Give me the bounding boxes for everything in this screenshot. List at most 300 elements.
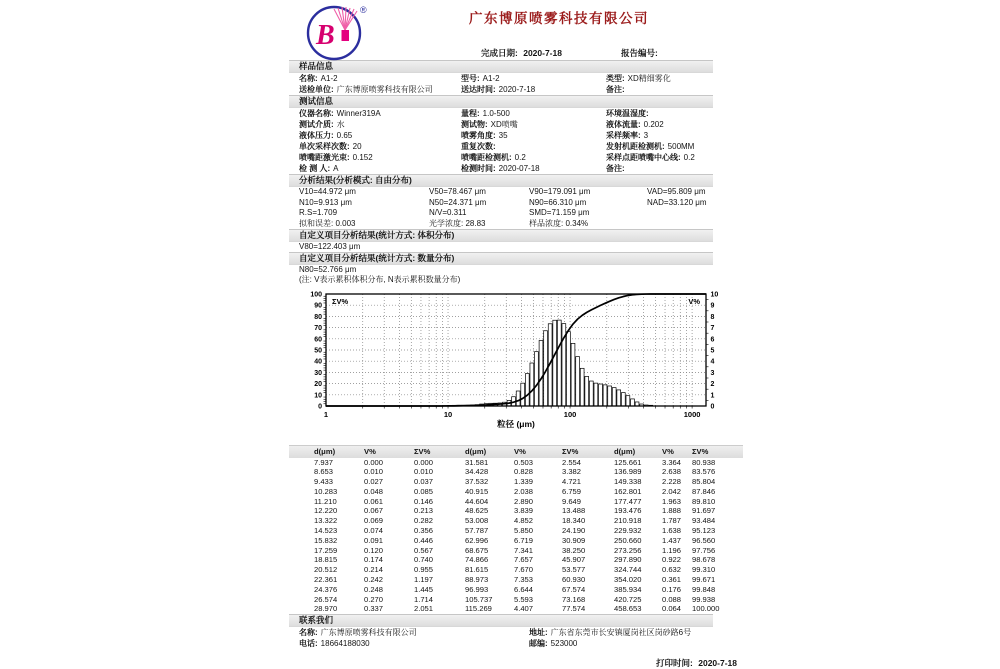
field-label: 液体流量: [606, 120, 641, 129]
cell-cumv: 91.697 [692, 506, 743, 516]
histogram-bar [608, 385, 612, 405]
cell-v: 0.174 [364, 555, 414, 565]
field: 样品浓度: 0.34% [529, 219, 647, 230]
left-axis-tick-label: 100 [310, 291, 322, 298]
cell-d: 177.477 [614, 497, 662, 507]
custom-number-value: N80=52.766 μm [299, 265, 743, 275]
info-row [289, 73, 743, 84]
cell-cumv: 100.000 [692, 604, 743, 614]
left-axis-title: ΣV% [332, 297, 349, 306]
field: V10=44.972 μm [299, 187, 429, 198]
cell-d: 11.210 [314, 497, 364, 507]
table-row [289, 497, 743, 507]
field [299, 627, 529, 638]
histogram-bar [599, 384, 603, 406]
cell-v: 0.922 [662, 555, 692, 565]
cell-d: 37.532 [465, 477, 514, 487]
field: NAD=33.120 μm [647, 198, 743, 209]
cell-v: 0.361 [662, 575, 692, 585]
analysis-results-rows [281, 187, 743, 229]
field-label: 邮编: [529, 639, 548, 648]
field [299, 130, 461, 141]
cell-d: 13.322 [314, 516, 364, 526]
info-row [289, 208, 743, 219]
table-row [289, 546, 743, 556]
cell-cumv: 0.567 [414, 546, 465, 556]
field-value: 2020-7-18 [499, 85, 535, 94]
field-label: 量程: [461, 109, 480, 118]
cell-cumv: 0.282 [414, 516, 465, 526]
right-axis-tick-label: 6 [711, 336, 715, 343]
cell-cumv: 73.168 [562, 595, 614, 605]
cell-cumv: 99.848 [692, 585, 743, 595]
info-row [289, 163, 743, 174]
cell-d: 229.932 [614, 526, 662, 536]
field [299, 152, 461, 163]
left-axis-tick-label: 90 [314, 302, 322, 309]
histogram-bar [576, 356, 580, 405]
left-axis-tick-label: 50 [314, 347, 322, 354]
left-axis-tick-label: 80 [314, 313, 322, 320]
cell-v: 7.657 [514, 555, 562, 565]
cell-v: 1.888 [662, 506, 692, 516]
right-axis-tick-label: 4 [711, 358, 715, 365]
table-row [289, 506, 743, 516]
right-axis-tick-label: 8 [711, 313, 715, 320]
info-row [289, 108, 743, 119]
field-value: 2020-07-18 [499, 164, 540, 173]
field-value: 0.65 [337, 131, 353, 140]
cell-cumv: 0.955 [414, 565, 465, 575]
field: N50=24.371 μm [429, 198, 529, 209]
field [606, 163, 743, 174]
info-row [289, 627, 743, 638]
histogram-bar [557, 320, 561, 406]
field: VAD=95.809 μm [647, 187, 743, 198]
section-title-contact: 联系我们 [289, 614, 713, 627]
cell-cumv: 3.382 [562, 467, 614, 477]
table-row [289, 565, 743, 575]
cell-v: 0.064 [662, 604, 692, 614]
print-time [281, 657, 743, 669]
histogram-bar [530, 363, 534, 406]
cell-cumv: 2.554 [562, 458, 614, 468]
column-header: V% [364, 446, 414, 457]
field-label: 类型: [606, 74, 625, 83]
company-logo [305, 3, 371, 61]
field-value: 35 [499, 131, 508, 140]
cell-cumv: 0.356 [414, 526, 465, 536]
table-header-row [289, 445, 743, 458]
field-label: 备注: [606, 164, 625, 173]
cell-v: 7.341 [514, 546, 562, 556]
field-label: 检测时间: [461, 164, 496, 173]
cell-d: 88.973 [465, 575, 514, 585]
table-row [289, 585, 743, 595]
cell-d: 10.283 [314, 487, 364, 497]
registered-mark-icon: ® [360, 5, 367, 15]
distribution-chart [281, 288, 743, 430]
field-value: 1.0-500 [483, 109, 510, 118]
field: V50=78.467 μm [429, 187, 529, 198]
field-value: 18664188030 [321, 639, 370, 648]
field-label: 采样点距喷嘴中心线: [606, 153, 681, 162]
cell-d: 20.512 [314, 565, 364, 575]
cell-v: 2.890 [514, 497, 562, 507]
field [529, 638, 743, 649]
cell-v: 0.270 [364, 595, 414, 605]
cell-d: 68.675 [465, 546, 514, 556]
right-axis-title: V% [688, 297, 700, 306]
field-label: 检 测 人: [299, 164, 330, 173]
cell-v: 0.248 [364, 585, 414, 595]
cell-v: 0.069 [364, 516, 414, 526]
histogram-bar [553, 320, 557, 406]
field-value: 3 [644, 131, 648, 140]
spray-fan-icon [334, 7, 357, 30]
completion-date-label: 完成日期: [481, 48, 518, 58]
cell-cumv: 0.213 [414, 506, 465, 516]
field [299, 73, 461, 84]
histogram-bar [571, 343, 575, 406]
cell-cumv: 30.909 [562, 536, 614, 546]
cell-cumv: 4.721 [562, 477, 614, 487]
column-header: V% [662, 446, 692, 457]
cell-d: 8.653 [314, 467, 364, 477]
left-axis-tick-label: 30 [314, 369, 322, 376]
field-label: 电话: [299, 639, 318, 648]
field-label: 喷雾角度: [461, 131, 496, 140]
field-value: 广东博原喷雾科技有限公司 [337, 85, 433, 94]
field-value: A [333, 164, 338, 173]
histogram-bar [567, 331, 571, 405]
cell-d: 12.220 [314, 506, 364, 516]
field-value: 水 [337, 120, 345, 129]
cell-v: 5.593 [514, 595, 562, 605]
field-value: 广东博原喷雾科技有限公司 [321, 628, 417, 637]
cell-cumv: 2.051 [414, 604, 465, 614]
field [606, 73, 743, 84]
left-axis-tick-label: 70 [314, 325, 322, 332]
cell-d: 458.653 [614, 604, 662, 614]
field [461, 130, 606, 141]
cell-v: 0.010 [364, 467, 414, 477]
cell-v: 2.638 [662, 467, 692, 477]
cell-v: 1.196 [662, 546, 692, 556]
field-label: 喷嘴距检测机: [461, 153, 512, 162]
cell-cumv: 99.671 [692, 575, 743, 585]
left-axis-tick-label: 40 [314, 358, 322, 365]
field-label: 喷嘴距激光束: [299, 153, 350, 162]
histogram-bar [594, 383, 598, 406]
cell-cumv: 9.649 [562, 497, 614, 507]
cell-d: 125.661 [614, 458, 662, 468]
field: 拟和误差: 0.003 [299, 219, 429, 230]
section-title-custom-volume: 自定义项目分析结果(统计方式: 体积分布) [289, 229, 713, 242]
column-header: ΣV% [414, 446, 465, 457]
logo-letter: B [315, 20, 335, 51]
table-row [289, 467, 743, 477]
field-label: 送达时间: [461, 85, 496, 94]
table-row [289, 595, 743, 605]
cell-d: 324.744 [614, 565, 662, 575]
field-value: 20 [353, 142, 362, 151]
cell-v: 4.407 [514, 604, 562, 614]
x-axis-title: 粒径 (μm) [496, 419, 535, 429]
info-row [289, 152, 743, 163]
cell-cumv: 96.560 [692, 536, 743, 546]
field-value: Winner319A [337, 109, 381, 118]
cell-v: 0.632 [662, 565, 692, 575]
cell-d: 96.993 [465, 585, 514, 595]
table-row [289, 536, 743, 546]
test-info-rows [281, 108, 743, 174]
cell-cumv: 1.714 [414, 595, 465, 605]
field: R.S=1.709 [299, 208, 429, 219]
field-label: 液体压力: [299, 131, 334, 140]
report-dates [481, 47, 562, 59]
cell-cumv: 99.938 [692, 595, 743, 605]
cell-v: 5.850 [514, 526, 562, 536]
cell-v: 1.437 [662, 536, 692, 546]
cell-v: 4.852 [514, 516, 562, 526]
cell-cumv: 18.340 [562, 516, 614, 526]
cell-cumv: 24.190 [562, 526, 614, 536]
histogram-bar [626, 395, 630, 405]
distribution-note: (注: V表示累积体积分布, N表示累积数量分布) [299, 274, 743, 285]
histogram-bar [589, 381, 593, 406]
histogram-bar [521, 383, 525, 406]
field [299, 119, 461, 130]
field [606, 130, 743, 141]
cell-d: 34.428 [465, 467, 514, 477]
field: N/V=0.311 [429, 208, 529, 219]
print-time-value: 2020-7-18 [698, 658, 737, 668]
cell-v: 2.042 [662, 487, 692, 497]
cell-v: 1.638 [662, 526, 692, 536]
cell-v: 2.038 [514, 487, 562, 497]
info-row [289, 119, 743, 130]
cell-cumv: 93.484 [692, 516, 743, 526]
cell-v: 0.120 [364, 546, 414, 556]
cell-cumv: 83.576 [692, 467, 743, 477]
cell-cumv: 95.123 [692, 526, 743, 536]
table-row [289, 458, 743, 468]
cell-v: 1.963 [662, 497, 692, 507]
cell-d: 7.937 [314, 458, 364, 468]
cell-d: 57.787 [465, 526, 514, 536]
field [606, 141, 743, 152]
right-axis-tick-label: 10 [711, 291, 719, 298]
field-label: 备注: [606, 85, 625, 94]
info-row [289, 219, 743, 230]
info-row [289, 198, 743, 209]
field [647, 208, 743, 219]
field [606, 84, 743, 95]
right-axis-tick-label: 2 [711, 381, 715, 388]
histogram-bar [603, 384, 607, 405]
field [461, 73, 606, 84]
field-label: 名称: [299, 628, 318, 637]
cell-d: 40.915 [465, 487, 514, 497]
section-title-analysis-results: 分析结果(分析模式: 自由分布) [289, 174, 713, 187]
distribution-table [289, 445, 743, 615]
field [461, 163, 606, 174]
cell-cumv: 0.000 [414, 458, 465, 468]
cell-d: 74.866 [465, 555, 514, 565]
cell-v: 6.644 [514, 585, 562, 595]
field [461, 108, 606, 119]
cell-d: 149.338 [614, 477, 662, 487]
cell-cumv: 80.938 [692, 458, 743, 468]
histogram-bar [516, 391, 520, 406]
cell-d: 273.256 [614, 546, 662, 556]
field [461, 152, 606, 163]
cell-d: 53.008 [465, 516, 514, 526]
company-name: 广东博原喷雾科技有限公司 [469, 7, 649, 27]
field-value: 0.152 [353, 153, 373, 162]
custom-volume-value: V80=122.403 μm [299, 242, 743, 252]
cell-cumv: 0.010 [414, 467, 465, 477]
histogram-bar [539, 340, 543, 406]
field-value: 0.2 [515, 153, 526, 162]
column-header: d(μm) [465, 446, 514, 457]
info-row [289, 84, 743, 95]
cell-v: 0.067 [364, 506, 414, 516]
histogram-bar [631, 398, 635, 405]
cell-cumv: 77.574 [562, 604, 614, 614]
cell-d: 17.259 [314, 546, 364, 556]
field [606, 108, 743, 119]
field-value: 广东省东莞市长安镇厦岗社区岗砂路6号 [551, 628, 691, 637]
left-axis-tick-label: 60 [314, 336, 322, 343]
report-header [281, 2, 743, 60]
cell-cumv: 0.740 [414, 555, 465, 565]
cell-d: 420.725 [614, 595, 662, 605]
field: SMD=71.159 μm [529, 208, 647, 219]
field: N90=66.310 μm [529, 198, 647, 209]
right-axis-tick-label: 7 [711, 325, 715, 332]
table-row [289, 575, 743, 585]
cell-v: 0.074 [364, 526, 414, 536]
cell-d: 62.996 [465, 536, 514, 546]
cell-d: 22.361 [314, 575, 364, 585]
table-row [289, 487, 743, 497]
field: 光学浓度: 28.83 [429, 219, 529, 230]
table-row [289, 555, 743, 565]
cell-d: 24.376 [314, 585, 364, 595]
cell-v: 0.214 [364, 565, 414, 575]
cell-d: 9.433 [314, 477, 364, 487]
info-row [289, 141, 743, 152]
field-label: 采样频率: [606, 131, 641, 140]
cell-d: 44.604 [465, 497, 514, 507]
cell-v: 3.364 [662, 458, 692, 468]
cell-cumv: 98.678 [692, 555, 743, 565]
cell-v: 0.091 [364, 536, 414, 546]
histogram-bar [612, 387, 616, 405]
cell-v: 0.027 [364, 477, 414, 487]
field [461, 119, 606, 130]
field-value: 0.2 [684, 153, 695, 162]
cell-cumv: 6.759 [562, 487, 614, 497]
cell-v: 0.048 [364, 487, 414, 497]
field: V90=179.091 μm [529, 187, 647, 198]
cell-d: 162.801 [614, 487, 662, 497]
cell-d: 193.476 [614, 506, 662, 516]
field-label: 环境温湿度: [606, 109, 649, 118]
cell-d: 354.020 [614, 575, 662, 585]
cell-d: 105.737 [465, 595, 514, 605]
column-header: d(μm) [614, 446, 662, 457]
cell-cumv: 0.146 [414, 497, 465, 507]
cell-v: 1.339 [514, 477, 562, 487]
histogram-bar [621, 392, 625, 405]
cell-cumv: 53.577 [562, 565, 614, 575]
cell-v: 0.061 [364, 497, 414, 507]
field-label: 型号: [461, 74, 480, 83]
cell-d: 31.581 [465, 458, 514, 468]
cell-v: 6.719 [514, 536, 562, 546]
field [461, 84, 606, 95]
field-label: 测试介质: [299, 120, 334, 129]
field [606, 152, 743, 163]
column-header: d(μm) [314, 446, 364, 457]
right-axis-tick-label: 3 [711, 369, 715, 376]
cell-v: 7.353 [514, 575, 562, 585]
cell-d: 385.934 [614, 585, 662, 595]
cell-v: 0.242 [364, 575, 414, 585]
histogram-bar [535, 351, 539, 405]
info-row [289, 187, 743, 198]
field [299, 84, 461, 95]
cell-cumv: 38.250 [562, 546, 614, 556]
cell-v: 2.228 [662, 477, 692, 487]
field-label: 地址: [529, 628, 548, 637]
field-value: 523000 [551, 639, 578, 648]
cell-v: 7.670 [514, 565, 562, 575]
cell-cumv: 85.804 [692, 477, 743, 487]
field-label: 发射机距检测机: [606, 142, 665, 151]
info-row [289, 638, 743, 649]
print-time-label: 打印时间: [656, 658, 693, 668]
info-row [289, 130, 743, 141]
field-label: 送检单位: [299, 85, 334, 94]
histogram-bar [580, 368, 584, 406]
table-row [289, 516, 743, 526]
field-label: 重复次数: [461, 142, 496, 151]
x-axis-tick-label: 100 [564, 410, 577, 419]
left-axis-tick-label: 0 [318, 403, 322, 410]
field [461, 141, 606, 152]
cell-d: 115.269 [465, 604, 514, 614]
cell-cumv: 45.907 [562, 555, 614, 565]
cell-d: 14.523 [314, 526, 364, 536]
cell-cumv: 0.037 [414, 477, 465, 487]
cell-v: 0.337 [364, 604, 414, 614]
cell-v: 0.503 [514, 458, 562, 468]
right-axis-tick-label: 9 [711, 302, 715, 309]
field-value: A1-2 [483, 74, 500, 83]
section-title-custom-number: 自定义项目分析结果(统计方式: 数量分布) [289, 252, 713, 265]
cell-d: 81.615 [465, 565, 514, 575]
column-header: ΣV% [562, 446, 614, 457]
field-label: 单次采样次数: [299, 142, 350, 151]
field-value: 500MM [668, 142, 695, 151]
cell-cumv: 1.197 [414, 575, 465, 585]
sample-info-rows [281, 73, 743, 95]
nozzle-icon [342, 30, 350, 41]
